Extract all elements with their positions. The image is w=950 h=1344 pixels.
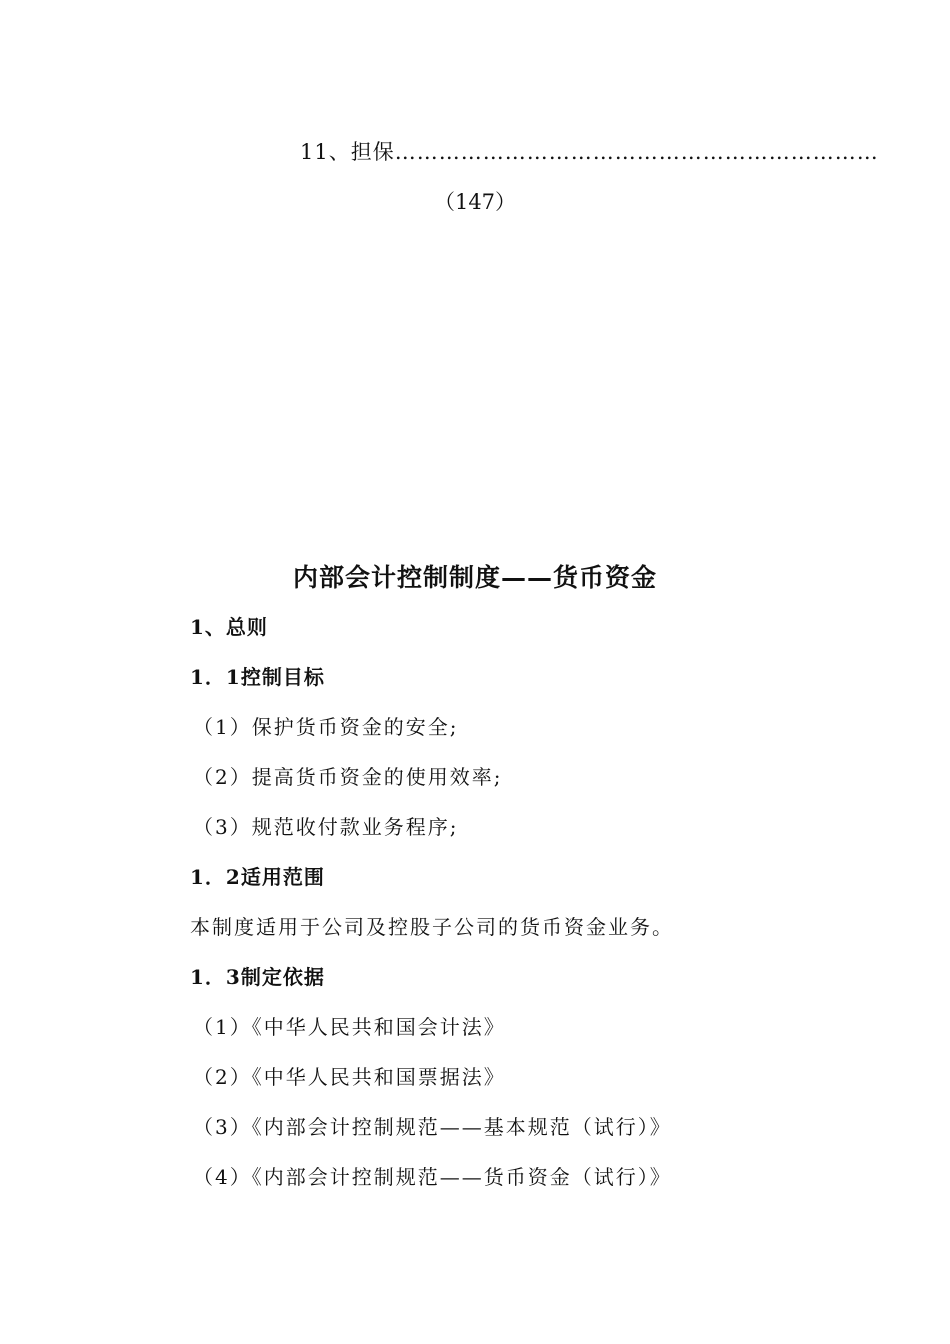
subsection-scope-heading: 1．2适用范围: [190, 865, 325, 889]
basis-item-1: （1）《中华人民共和国会计法》: [193, 1015, 506, 1039]
objective-item-2: （2）提高货币资金的使用效率;: [193, 765, 503, 789]
section-general-heading: 1、总则: [190, 615, 268, 639]
basis-item-4: （4）《内部会计控制规范——货币资金（试行）》: [193, 1165, 672, 1189]
objective-item-3: （3）规范收付款业务程序;: [193, 815, 459, 839]
subsection-basis-heading: 1．3制定依据: [190, 965, 325, 989]
basis-item-2: （2）《中华人民共和国票据法》: [193, 1065, 506, 1089]
toc-page-number: （147）: [433, 190, 517, 214]
toc-entry-guarantee: 11、担保…………………………………………………………: [300, 140, 879, 164]
objective-item-1: （1）保护货币资金的安全;: [193, 715, 459, 739]
subsection-control-objectives-heading: 1．1控制目标: [190, 665, 325, 689]
document-title: 内部会计控制制度——货币资金: [292, 563, 657, 592]
basis-item-3: （3）《内部会计控制规范——基本规范（试行）》: [193, 1115, 672, 1139]
scope-paragraph: 本制度适用于公司及控股子公司的货币资金业务。: [190, 915, 674, 939]
